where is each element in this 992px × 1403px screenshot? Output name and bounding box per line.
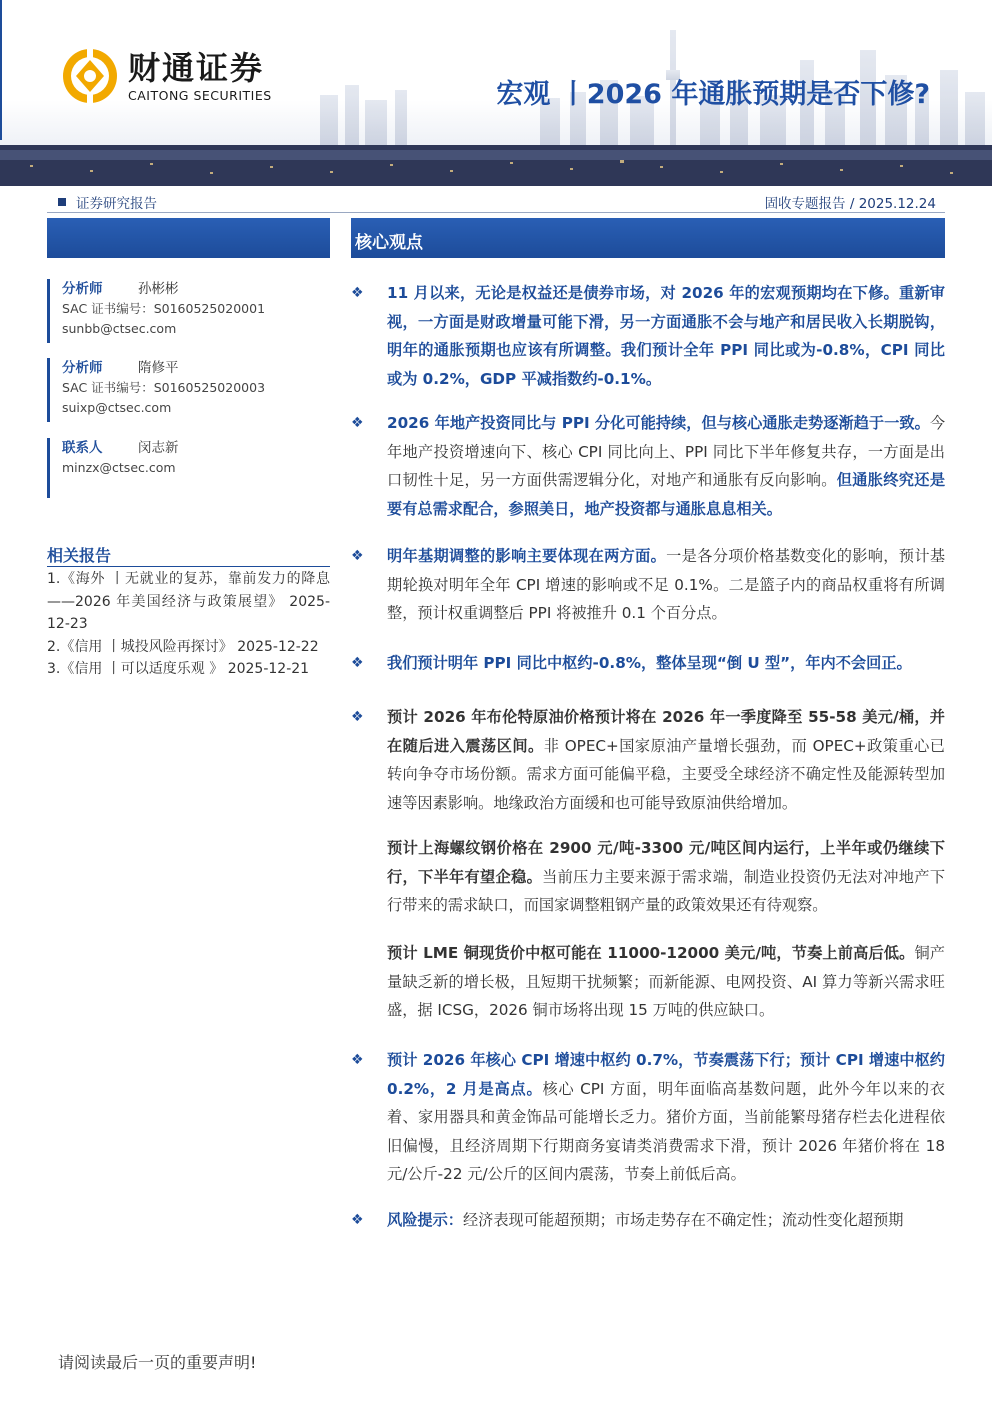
bullet-text: 今年地产投资增速向下、核心 CPI 同比向上、PPI 同比下半年修复共存，一方面是出口韧性十足，另一方面供需逻辑分化，对地产和通胀有反向影响。 [387,414,945,489]
analyst-name: 隋修平 [138,360,179,376]
analyst-email[interactable]: sunbb@ctsec.com [62,321,177,336]
diamond-bullet-icon: ❖ [351,548,364,564]
core-bullet [351,703,945,817]
contact-card [47,438,330,498]
paragraph-bold: 预计 LME 铜现货价中枢可能在 11000-12000 美元/吨，节奏上前高后低。 [387,944,915,962]
diamond-bullet-icon: ❖ [351,285,364,301]
core-bullet [351,649,945,678]
bullet-text: 非 OPEC+国家原油产量增长强劲，而 OPEC+政策重心已转向争夺市场份额。需求方面可能偏平稳，主要受全球经济不确定性及能源转型加速等因素影响。地缘政治方面缓和也可能导致原油供给增加。 [387,736,945,812]
analyst-card [47,279,330,343]
header-divider [47,212,945,213]
diamond-bullet-icon: ❖ [351,709,364,725]
related-reports-list [47,568,330,681]
bullet-bold: 预计 2026 年布伦特原油价格预计将在 2026 年一季度降至 55-58 美元/桶，并在随后进入震荡区间。 [387,708,945,755]
bullet-text: 一是各分项价格基数变化的影响，预计基期轮换对明年全年 CPI 增速的影响或不足 0.1%。二是篮子内的商品权重将有所调整，预计权重调整后 PPI 将被推升 0.1 个百分点。 [387,547,946,622]
core-bullet [351,409,945,523]
company-logo [60,44,272,108]
related-report-item[interactable]: 3.《信用 丨可以适度乐观 》 2025-12-21 [47,661,310,677]
risk-label: 风险提示： [387,1211,463,1229]
core-bullet [351,279,945,393]
related-report-item[interactable]: 1.《海外 丨无就业的复苏，靠前发力的降息——2026 年美国经济与政策展望》 2025-12-23 [47,571,330,632]
risk-text: 经济表现可能超预期；市场走势存在不确定性；流动性变化超预期 [462,1211,904,1229]
analyst-role: 分析师 [62,281,103,297]
analyst-cert: SAC 证书编号：S0160525020003 [62,380,266,395]
bullet-bold: 预计 2026 年核心 CPI 增速中枢约 0.7%，节奏震荡下行；预计 CPI 增速中枢约 0.2%，2 月是高点。 [387,1051,945,1098]
core-bullet [351,1206,945,1235]
bullet-bold-2: 但通胀终究还是要有总需求配合，参照美日，地产投资都与通胀息息相关。 [387,471,946,518]
diamond-bullet-icon: ❖ [351,415,364,431]
related-reports-divider [47,566,330,567]
square-bullet-icon [58,198,66,206]
caitong-logo-icon [60,44,120,108]
diamond-bullet-icon: ❖ [351,1212,364,1228]
paragraph-text: 铜产量缺乏新的增长极，且短期干扰频繁；而新能源、电网投资、AI 算力等新兴需求旺盛，据 ICSG，2026 铜市场将出现 15 万吨的供应缺口。 [387,944,945,1019]
logo-english-name: CAITONG SECURITIES [128,87,272,103]
report-title: 宏观 丨2026 年通胀预期是否下修? [496,79,930,110]
logo-chinese-name: 财通证券 [128,48,265,87]
core-view-header [351,218,945,258]
contact-name: 闵志新 [138,440,179,456]
analyst-role: 分析师 [62,360,103,376]
related-reports-title: 相关报告 [47,546,112,565]
paragraph-text: 当前压力主要来源于需求端，制造业投资仍无法对冲地产下行带来的需求缺口，而国家调整粗钢产量的政策效果还有待观察。 [387,867,946,914]
core-paragraph [387,834,945,920]
bullet-text: 我们预计明年 PPI 同比中枢约-0.8%，整体呈现“倒 U 型”，年内不会回正。 [387,654,912,672]
bullet-bold: 明年基期调整的影响主要体现在两方面。 [387,547,667,565]
report-type [58,192,157,212]
report-category-date: 固收专题报告 / 2025.12.24 [764,196,936,212]
core-paragraph [387,939,945,1025]
left-column-header-bar [47,218,330,258]
bullet-text: 核心 CPI 方面，明年面临高基数问题，此外今年以来的衣着、家用器具和黄金饰品可能增长乏力。猪价方面，当前能繁母猪存栏去化进程依旧偏慢，且经济周期下行期商务宴请类消费需求下滑，预计 2026 年猪价将在 18 元/公斤-22 元/公斤的区间内震荡，节奏上前低后高。 [387,1079,945,1183]
bullet-text: 11 月以来，无论是权益还是债券市场，对 2026 年的宏观预期均在下修。重新审视，一方面是财政增量可能下滑，另一方面通胀不会与地产和居民收入长期脱钩，明年的通胀预期也应该有所调整。我们预计全年 PPI 同比或为-0.8%，CPI 同比或为 0.2%，GDP 平减指数约-0.1%。 [387,284,945,388]
contact-role: 联系人 [62,440,103,456]
related-report-item[interactable]: 2.《信用 丨城投风险再探讨》 2025-12-22 [47,638,319,655]
core-bullet [351,542,945,628]
diamond-bullet-icon: ❖ [351,1052,364,1068]
header-banner [0,0,992,186]
analyst-email[interactable]: suixp@ctsec.com [62,400,172,415]
core-bullet [351,1046,945,1189]
report-type-label: 证券研究报告 [76,196,157,212]
paragraph-bold: 预计上海螺纹钢价格在 2900 元/吨-3300 元/吨区间内运行，上半年或仍继续下行，下半年有望企稳。 [387,839,945,886]
disclaimer-note: 请阅读最后一页的重要声明! [58,1353,257,1372]
bullet-bold: 2026 年地产投资同比与 PPI 分化可能持续，但与核心通胀走势逐渐趋于一致。 [387,414,930,432]
analyst-name: 孙彬彬 [138,281,179,297]
diamond-bullet-icon: ❖ [351,655,364,671]
analyst-cert: SAC 证书编号：S0160525020001 [62,301,266,316]
core-view-title: 核心观点 [355,233,423,253]
contact-email[interactable]: minzx@ctsec.com [62,460,176,475]
analyst-card [47,358,330,422]
